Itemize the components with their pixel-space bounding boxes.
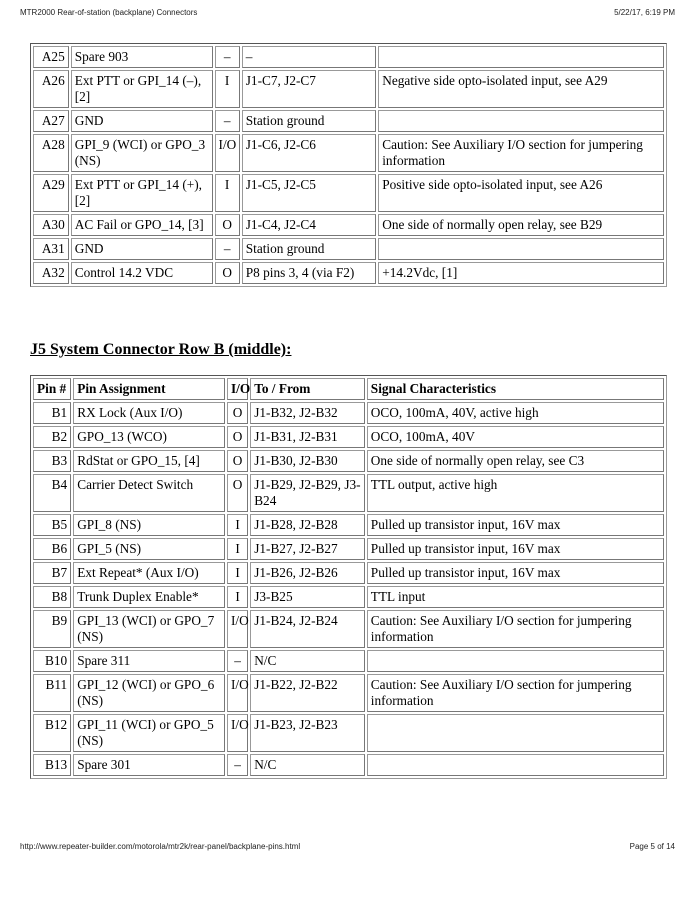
pin-assignment-cell: GPI_5 (NS) xyxy=(73,538,225,560)
pin-cell: A25 xyxy=(33,46,69,68)
pin-cell: A28 xyxy=(33,134,69,172)
table-row xyxy=(33,610,664,648)
to-from-cell: J1-C6, J2-C6 xyxy=(242,134,376,172)
pin-assignment-cell: GPI_13 (WCI) or GPO_7 (NS) xyxy=(73,610,225,648)
to-from-cell: J1-B31, J2-B31 xyxy=(250,426,365,448)
pin-cell: B7 xyxy=(33,562,71,584)
io-cell: I xyxy=(227,514,248,536)
pin-assignment-cell: GPI_8 (NS) xyxy=(73,514,225,536)
io-cell: I/O xyxy=(215,134,240,172)
signal-characteristics-cell xyxy=(378,238,664,260)
table-row xyxy=(33,426,664,448)
table-row xyxy=(33,450,664,472)
io-cell: O xyxy=(227,402,248,424)
pin-cell: B13 xyxy=(33,754,71,776)
pin-cell: B10 xyxy=(33,650,71,672)
pin-assignment-cell: Spare 903 xyxy=(71,46,213,68)
pin-assignment-cell: RX Lock (Aux I/O) xyxy=(73,402,225,424)
pin-assignment-cell: RdStat or GPO_15, [4] xyxy=(73,450,225,472)
io-cell: – xyxy=(215,238,240,260)
to-from-cell: J1-C5, J2-C5 xyxy=(242,174,376,212)
pin-cell: B2 xyxy=(33,426,71,448)
to-from-cell: J1-B32, J2-B32 xyxy=(250,402,365,424)
table-row xyxy=(33,674,664,712)
column-header-pin: Pin # xyxy=(33,378,71,400)
table-row xyxy=(33,514,664,536)
to-from-cell: Station ground xyxy=(242,238,376,260)
pin-cell: B6 xyxy=(33,538,71,560)
to-from-cell: J1-B29, J2-B29, J3-B24 xyxy=(250,474,365,512)
column-header-assignment: Pin Assignment xyxy=(73,378,225,400)
pin-assignment-cell: Spare 311 xyxy=(73,650,225,672)
io-cell: O xyxy=(215,262,240,284)
print-header-title: MTR2000 Rear-of-station (backplane) Connectors xyxy=(20,8,198,17)
to-from-cell: J1-C4, J2-C4 xyxy=(242,214,376,236)
to-from-cell: J1-B23, J2-B23 xyxy=(250,714,365,752)
io-cell: I/O xyxy=(227,714,248,752)
pin-assignment-cell: Ext Repeat* (Aux I/O) xyxy=(73,562,225,584)
pin-assignment-cell: Ext PTT or GPI_14 (–), [2] xyxy=(71,70,213,108)
table-row xyxy=(33,402,664,424)
io-cell: I xyxy=(215,70,240,108)
pin-assignment-cell: Control 14.2 VDC xyxy=(71,262,213,284)
pin-cell: A27 xyxy=(33,110,69,132)
signal-characteristics-cell xyxy=(367,650,664,672)
table-row xyxy=(33,238,664,260)
to-from-cell: Station ground xyxy=(242,110,376,132)
signal-characteristics-cell: One side of normally open relay, see B29 xyxy=(378,214,664,236)
io-cell: I xyxy=(215,174,240,212)
table-row xyxy=(33,134,664,172)
pin-cell: A29 xyxy=(33,174,69,212)
table-row xyxy=(33,562,664,584)
to-from-cell: J1-B26, J2-B26 xyxy=(250,562,365,584)
column-header-signal: Signal Characteristics xyxy=(367,378,664,400)
table-row xyxy=(33,586,664,608)
io-cell: O xyxy=(227,450,248,472)
connector-table-row-b xyxy=(30,375,667,779)
table-row xyxy=(33,214,664,236)
pin-cell: A32 xyxy=(33,262,69,284)
column-header-to-from: To / From xyxy=(250,378,365,400)
io-cell: I xyxy=(227,586,248,608)
table-row xyxy=(33,754,664,776)
to-from-cell: N/C xyxy=(250,650,365,672)
section-heading-row-b: J5 System Connector Row B (middle): xyxy=(30,341,292,358)
signal-characteristics-cell xyxy=(367,754,664,776)
pin-cell: A26 xyxy=(33,70,69,108)
signal-characteristics-cell: TTL input xyxy=(367,586,664,608)
io-cell: – xyxy=(227,650,248,672)
signal-characteristics-cell: One side of normally open relay, see C3 xyxy=(367,450,664,472)
io-cell: O xyxy=(227,474,248,512)
signal-characteristics-cell: TTL output, active high xyxy=(367,474,664,512)
print-footer-url: http://www.repeater-builder.com/motorola/mtr2k/rear-panel/backplane-pins.html xyxy=(20,842,301,851)
pin-assignment-cell: Trunk Duplex Enable* xyxy=(73,586,225,608)
signal-characteristics-cell: Caution: See Auxiliary I/O section for jumpering information xyxy=(367,610,664,648)
table-row xyxy=(33,174,664,212)
pin-cell: A31 xyxy=(33,238,69,260)
table-row xyxy=(33,650,664,672)
pin-cell: B5 xyxy=(33,514,71,536)
signal-characteristics-cell: Negative side opto-isolated input, see A29 xyxy=(378,70,664,108)
to-from-cell: J1-B24, J2-B24 xyxy=(250,610,365,648)
to-from-cell: P8 pins 3, 4 (via F2) xyxy=(242,262,376,284)
signal-characteristics-cell: Caution: See Auxiliary I/O section for jumpering information xyxy=(367,674,664,712)
pin-assignment-cell: GPO_13 (WCO) xyxy=(73,426,225,448)
pin-assignment-cell: GND xyxy=(71,110,213,132)
print-header-datetime: 5/22/17, 6:19 PM xyxy=(614,8,675,17)
table-row xyxy=(33,714,664,752)
io-cell: – xyxy=(215,46,240,68)
pin-cell: A30 xyxy=(33,214,69,236)
table-row xyxy=(33,262,664,284)
table-header-row xyxy=(33,378,664,400)
io-cell: I/O xyxy=(227,610,248,648)
signal-characteristics-cell: OCO, 100mA, 40V, active high xyxy=(367,402,664,424)
table-b-body xyxy=(33,402,664,776)
to-from-cell: J1-B27, J2-B27 xyxy=(250,538,365,560)
signal-characteristics-cell xyxy=(367,714,664,752)
pin-assignment-cell: Spare 301 xyxy=(73,754,225,776)
pin-assignment-cell: GPI_9 (WCI) or GPO_3 (NS) xyxy=(71,134,213,172)
signal-characteristics-cell: OCO, 100mA, 40V xyxy=(367,426,664,448)
signal-characteristics-cell xyxy=(378,46,664,68)
to-from-cell: J1-C7, J2-C7 xyxy=(242,70,376,108)
column-header-io: I/O xyxy=(227,378,248,400)
print-header xyxy=(20,8,675,20)
to-from-cell: J1-B30, J2-B30 xyxy=(250,450,365,472)
io-cell: – xyxy=(227,754,248,776)
io-cell: O xyxy=(227,426,248,448)
pin-assignment-cell: GPI_12 (WCI) or GPO_6 (NS) xyxy=(73,674,225,712)
print-footer xyxy=(20,842,675,854)
table-row xyxy=(33,46,664,68)
pin-cell: B4 xyxy=(33,474,71,512)
io-cell: I/O xyxy=(227,674,248,712)
table-row xyxy=(33,110,664,132)
table-row xyxy=(33,70,664,108)
signal-characteristics-cell xyxy=(378,110,664,132)
to-from-cell: N/C xyxy=(250,754,365,776)
signal-characteristics-cell: Pulled up transistor input, 16V max xyxy=(367,562,664,584)
pin-assignment-cell: Carrier Detect Switch xyxy=(73,474,225,512)
pin-cell: B8 xyxy=(33,586,71,608)
io-cell: – xyxy=(215,110,240,132)
to-from-cell: J1-B28, J2-B28 xyxy=(250,514,365,536)
pin-assignment-cell: Ext PTT or GPI_14 (+), [2] xyxy=(71,174,213,212)
table-row xyxy=(33,538,664,560)
to-from-cell: J3-B25 xyxy=(250,586,365,608)
pin-cell: B11 xyxy=(33,674,71,712)
io-cell: I xyxy=(227,538,248,560)
signal-characteristics-cell: Caution: See Auxiliary I/O section for jumpering information xyxy=(378,134,664,172)
table-a-body xyxy=(33,46,664,284)
signal-characteristics-cell: Pulled up transistor input, 16V max xyxy=(367,538,664,560)
to-from-cell: J1-B22, J2-B22 xyxy=(250,674,365,712)
to-from-cell: – xyxy=(242,46,376,68)
print-footer-page-number: Page 5 of 14 xyxy=(629,842,675,851)
pin-assignment-cell: AC Fail or GPO_14, [3] xyxy=(71,214,213,236)
pin-cell: B3 xyxy=(33,450,71,472)
signal-characteristics-cell: +14.2Vdc, [1] xyxy=(378,262,664,284)
pin-cell: B1 xyxy=(33,402,71,424)
signal-characteristics-cell: Pulled up transistor input, 16V max xyxy=(367,514,664,536)
signal-characteristics-cell: Positive side opto-isolated input, see A26 xyxy=(378,174,664,212)
pin-assignment-cell: GPI_11 (WCI) or GPO_5 (NS) xyxy=(73,714,225,752)
table-row xyxy=(33,474,664,512)
pin-assignment-cell: GND xyxy=(71,238,213,260)
pin-cell: B12 xyxy=(33,714,71,752)
pin-cell: B9 xyxy=(33,610,71,648)
io-cell: O xyxy=(215,214,240,236)
connector-table-row-a xyxy=(30,43,667,287)
io-cell: I xyxy=(227,562,248,584)
